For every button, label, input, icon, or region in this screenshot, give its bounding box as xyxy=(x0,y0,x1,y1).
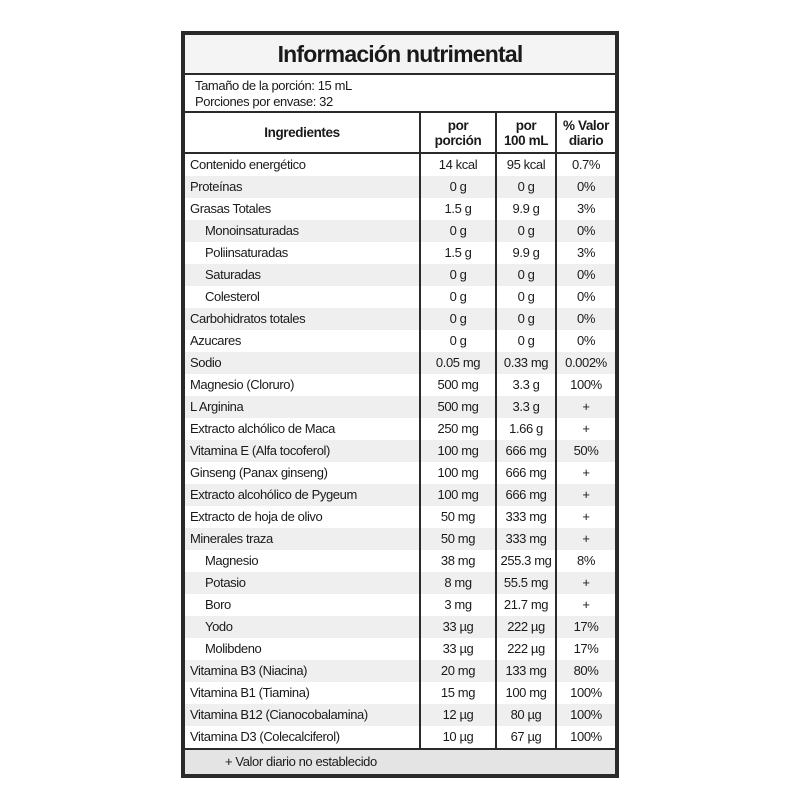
daily-value: 8% xyxy=(556,550,615,572)
per-100ml-value: 80 µg xyxy=(496,704,556,726)
table-row xyxy=(185,176,615,198)
per-serving-value: 0.05 mg xyxy=(420,352,496,374)
daily-value: 0% xyxy=(556,308,615,330)
table-row xyxy=(185,374,615,396)
per-100ml-value: 333 mg xyxy=(496,506,556,528)
per-100ml-value: 333 mg xyxy=(496,528,556,550)
per-serving-value: 15 mg xyxy=(420,682,496,704)
serving-size: Tamaño de la porción: 15 mL xyxy=(195,78,352,93)
header-text: por xyxy=(515,117,537,133)
nutrient-name: Carbohidratos totales xyxy=(185,308,420,330)
nutrient-name: Monoinsaturadas xyxy=(185,220,420,242)
per-serving-value: 250 mg xyxy=(420,418,496,440)
per-100ml-value: 100 mg xyxy=(496,682,556,704)
nutrient-name: Extracto de hoja de olivo xyxy=(190,509,323,524)
per-serving-value: 50 mg xyxy=(420,506,496,528)
per-serving-value: 100 mg xyxy=(420,462,496,484)
serving-info xyxy=(185,75,615,113)
daily-value: 0.7% xyxy=(556,153,615,176)
daily-value: + xyxy=(556,594,615,616)
daily-value: 0% xyxy=(556,220,615,242)
table-row xyxy=(185,153,615,176)
table-row xyxy=(185,550,615,572)
daily-value: 80% xyxy=(556,660,615,682)
table-row xyxy=(185,638,615,660)
daily-value: 100% xyxy=(556,374,615,396)
per-serving-value: 8 mg xyxy=(420,572,496,594)
per-100ml-value: 9.9 g xyxy=(496,198,556,220)
header-per-serving xyxy=(420,113,496,153)
nutrient-name: Vitamina E (Alfa tocoferol) xyxy=(185,440,420,462)
per-serving-value: 14 kcal xyxy=(420,153,496,176)
nutrient-name: Vitamina D3 (Colecalciferol) xyxy=(190,729,340,744)
nutrient-name: Poliinsaturadas xyxy=(205,245,288,260)
per-100ml-value: 3.3 g xyxy=(496,374,556,396)
per-serving-value: 50 mg xyxy=(420,528,496,550)
nutrient-name: Saturadas xyxy=(185,264,420,286)
label-title: Información nutrimental xyxy=(185,35,615,75)
per-serving-value: 20 mg xyxy=(420,660,496,682)
per-serving-value: 100 mg xyxy=(420,484,496,506)
daily-value: 0% xyxy=(556,264,615,286)
per-100ml-value: 0 g xyxy=(496,264,556,286)
header-text: 100 mL xyxy=(503,132,549,148)
per-serving-value: 0 g xyxy=(420,286,496,308)
header-text: porción xyxy=(434,132,482,148)
daily-value: 100% xyxy=(556,682,615,704)
header-text: diario xyxy=(568,132,604,148)
table-row xyxy=(185,330,615,352)
nutrient-name: Potasio xyxy=(185,572,420,594)
per-100ml-value: 666 mg xyxy=(496,440,556,462)
daily-value: 50% xyxy=(556,440,615,462)
per-100ml-value: 55.5 mg xyxy=(496,572,556,594)
nutrient-name: Magnesio xyxy=(205,553,259,568)
per-100ml-value: 255.3 mg xyxy=(496,550,556,572)
table-row xyxy=(185,484,615,506)
table-row xyxy=(185,462,615,484)
table-row xyxy=(185,418,615,440)
daily-value: + xyxy=(556,506,615,528)
nutrient-name: Azucares xyxy=(190,333,241,348)
per-serving-value: 0 g xyxy=(420,220,496,242)
nutrient-name: Sodio xyxy=(185,352,420,374)
header-ingredients: Ingredientes xyxy=(185,113,420,153)
per-100ml-value: 67 µg xyxy=(496,726,556,748)
table-row xyxy=(185,198,615,220)
table-row xyxy=(185,286,615,308)
nutrient-name: Vitamina B12 (Cianocobalamina) xyxy=(185,704,420,726)
table-row xyxy=(185,528,615,550)
daily-value: 100% xyxy=(556,704,615,726)
daily-value: 17% xyxy=(556,638,615,660)
table-row xyxy=(185,704,615,726)
header-per-100ml xyxy=(496,113,556,153)
table-row xyxy=(185,242,615,264)
per-100ml-value: 222 µg xyxy=(496,638,556,660)
table-row xyxy=(185,572,615,594)
servings-per-container: Porciones por envase: 32 xyxy=(195,94,333,109)
per-100ml-value: 133 mg xyxy=(496,660,556,682)
nutrition-facts-label xyxy=(181,31,619,778)
per-serving-value: 33 µg xyxy=(420,638,496,660)
nutrient-name: Contenido energético xyxy=(190,157,306,172)
per-100ml-value: 3.3 g xyxy=(496,396,556,418)
daily-value: 0% xyxy=(556,286,615,308)
per-100ml-value: 21.7 mg xyxy=(496,594,556,616)
per-serving-value: 500 mg xyxy=(420,396,496,418)
nutrient-name: Yodo xyxy=(185,616,420,638)
per-100ml-value: 0 g xyxy=(496,286,556,308)
per-100ml-value: 9.9 g xyxy=(496,242,556,264)
per-100ml-value: 0 g xyxy=(496,176,556,198)
daily-value: + xyxy=(556,484,615,506)
per-serving-value: 12 µg xyxy=(420,704,496,726)
nutrient-name: Grasas Totales xyxy=(190,201,271,216)
nutrient-name: Colesterol xyxy=(205,289,260,304)
per-serving-value: 0 g xyxy=(420,264,496,286)
nutrient-name: Proteínas xyxy=(185,176,420,198)
daily-value: 100% xyxy=(556,726,615,748)
daily-value: 3% xyxy=(556,242,615,264)
table-row xyxy=(185,726,615,748)
per-100ml-value: 222 µg xyxy=(496,616,556,638)
per-serving-value: 38 mg xyxy=(420,550,496,572)
daily-value: + xyxy=(556,396,615,418)
per-serving-value: 0 g xyxy=(420,176,496,198)
table-row xyxy=(185,660,615,682)
nutrition-table xyxy=(185,113,615,748)
per-serving-value: 100 mg xyxy=(420,440,496,462)
per-serving-value: 1.5 g xyxy=(420,198,496,220)
nutrient-name: Extracto alcohólico de Pygeum xyxy=(185,484,420,506)
daily-value: 17% xyxy=(556,616,615,638)
nutrient-name: Molibdeno xyxy=(205,641,262,656)
footer-note: + Valor diario no establecido xyxy=(185,748,615,774)
nutrient-name: Vitamina B3 (Niacina) xyxy=(185,660,420,682)
per-serving-value: 0 g xyxy=(420,308,496,330)
per-serving-value: 500 mg xyxy=(420,374,496,396)
per-100ml-value: 0 g xyxy=(496,308,556,330)
nutrient-name: Extracto alchólico de Maca xyxy=(190,421,335,436)
header-daily-value xyxy=(556,113,615,153)
nutrient-name: Magnesio (Cloruro) xyxy=(190,377,295,392)
daily-value: 0.002% xyxy=(556,352,615,374)
table-row xyxy=(185,264,615,286)
daily-value: + xyxy=(556,418,615,440)
per-100ml-value: 95 kcal xyxy=(496,153,556,176)
per-serving-value: 10 µg xyxy=(420,726,496,748)
nutrient-name: Boro xyxy=(205,597,231,612)
daily-value: 0% xyxy=(556,176,615,198)
table-row xyxy=(185,506,615,528)
per-100ml-value: 0 g xyxy=(496,220,556,242)
table-row xyxy=(185,220,615,242)
table-row xyxy=(185,352,615,374)
table-row xyxy=(185,308,615,330)
per-100ml-value: 1.66 g xyxy=(496,418,556,440)
nutrient-name: Vitamina B1 (Tiamina) xyxy=(190,685,310,700)
daily-value: + xyxy=(556,528,615,550)
nutrient-name: Minerales traza xyxy=(185,528,420,550)
per-serving-value: 3 mg xyxy=(420,594,496,616)
nutrient-name: Ginseng (Panax ginseng) xyxy=(190,465,328,480)
table-header xyxy=(185,113,615,153)
daily-value: 3% xyxy=(556,198,615,220)
header-text: por xyxy=(447,117,469,133)
per-100ml-value: 0 g xyxy=(496,330,556,352)
per-serving-value: 33 µg xyxy=(420,616,496,638)
table-row xyxy=(185,440,615,462)
per-100ml-value: 666 mg xyxy=(496,484,556,506)
per-serving-value: 0 g xyxy=(420,330,496,352)
table-row xyxy=(185,396,615,418)
daily-value: + xyxy=(556,572,615,594)
table-row xyxy=(185,682,615,704)
table-row xyxy=(185,594,615,616)
per-100ml-value: 0.33 mg xyxy=(496,352,556,374)
daily-value: + xyxy=(556,462,615,484)
daily-value: 0% xyxy=(556,330,615,352)
table-row xyxy=(185,616,615,638)
nutrient-name: L Arginina xyxy=(185,396,420,418)
per-100ml-value: 666 mg xyxy=(496,462,556,484)
header-text: % Valor xyxy=(563,117,609,133)
per-serving-value: 1.5 g xyxy=(420,242,496,264)
